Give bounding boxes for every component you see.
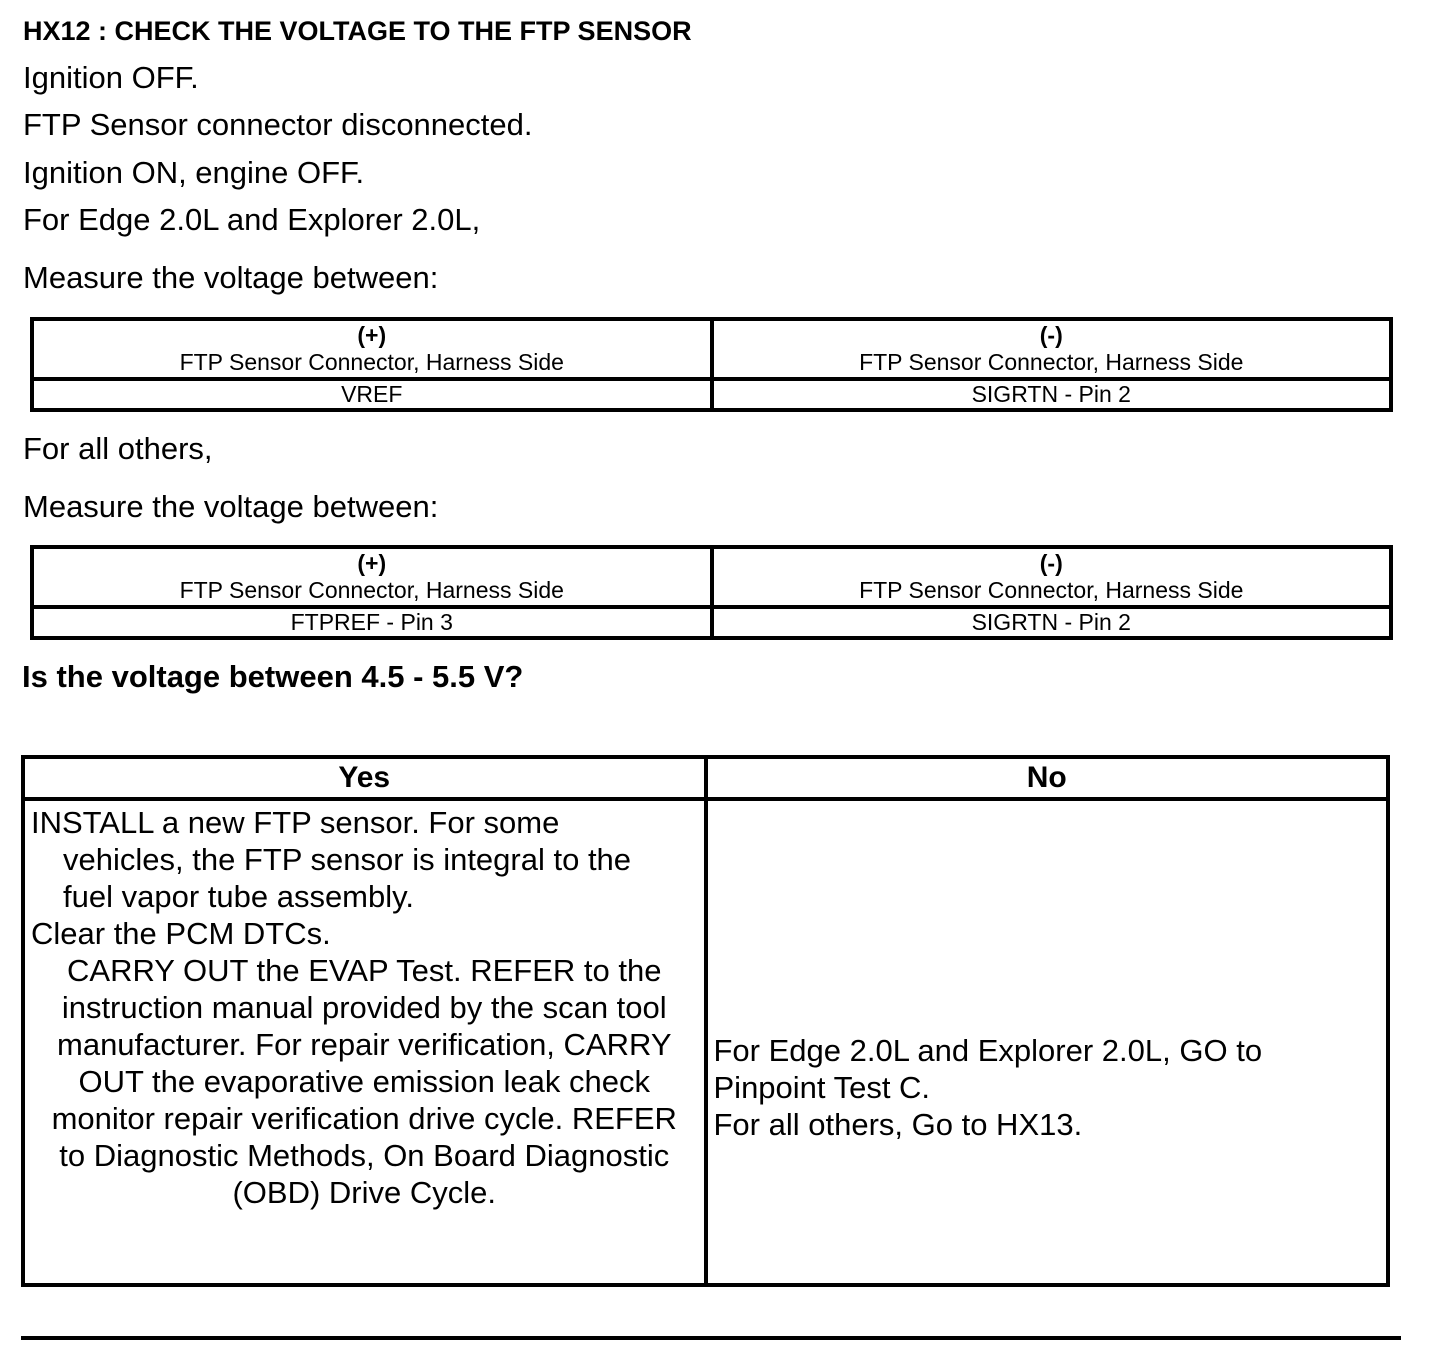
- others-measure: Measure the voltage between:: [23, 489, 439, 524]
- no-line-2: Pinpoint Test C.: [713, 1069, 931, 1105]
- voltage-question: Is the voltage between 4.5 - 5.5 V?: [22, 659, 524, 694]
- others-intro: For all others,: [23, 431, 213, 466]
- yes-line-4: Clear the PCM DTCs.: [31, 916, 331, 951]
- step-ignition-off: Ignition OFF.: [23, 60, 199, 95]
- yes-line-7: manufacturer. For repair verification, CARRY: [57, 1027, 672, 1062]
- plus-header-cell: [32, 319, 712, 379]
- step-measure: Measure the voltage between:: [23, 260, 439, 295]
- measurement-table-edge: [30, 317, 1393, 412]
- yes-line-2: vehicles, the FTP sensor is integral to the: [63, 842, 632, 877]
- yes-line-11: (OBD) Drive Cycle.: [232, 1175, 496, 1210]
- result-table: [21, 755, 1390, 1287]
- plus-value: VREF: [32, 379, 712, 410]
- yes-header: Yes: [23, 757, 706, 799]
- plus-value: FTPREF - Pin 3: [32, 607, 712, 638]
- step-connector-disconnected: FTP Sensor connector disconnected.: [23, 107, 533, 142]
- measurement-table-others: [30, 545, 1393, 640]
- yes-line-3: fuel vapor tube assembly.: [63, 879, 414, 914]
- no-line-3: For all others, Go to HX13.: [713, 1106, 1083, 1142]
- yes-line-8: OUT the evaporative emission leak check: [78, 1064, 650, 1099]
- minus-value: SIGRTN - Pin 2: [712, 379, 1392, 410]
- yes-line-1: INSTALL a new FTP sensor. For some: [31, 805, 560, 840]
- step-ignition-on: Ignition ON, engine OFF.: [23, 155, 365, 190]
- yes-line-6: instruction manual provided by the scan tool: [61, 990, 667, 1025]
- no-header: No: [706, 757, 1389, 799]
- step-edge-explorer: For Edge 2.0L and Explorer 2.0L,: [23, 202, 481, 237]
- minus-label: FTP Sensor Connector, Harness Side: [859, 577, 1244, 603]
- minus-value: SIGRTN - Pin 2: [712, 607, 1392, 638]
- minus-header-cell: [712, 547, 1392, 607]
- plus-header-cell: [32, 547, 712, 607]
- minus-sign: (-): [1039, 322, 1063, 348]
- no-line-1: For Edge 2.0L and Explorer 2.0L, GO to: [713, 1032, 1263, 1068]
- plus-label: FTP Sensor Connector, Harness Side: [179, 577, 564, 603]
- yes-cell: [23, 799, 706, 1285]
- yes-line-5: CARRY OUT the EVAP Test. REFER to the: [67, 953, 662, 988]
- yes-line-9: monitor repair verification drive cycle. REFER: [51, 1101, 677, 1136]
- no-cell: [706, 799, 1389, 1285]
- yes-line-10: to Diagnostic Methods, On Board Diagnostic: [59, 1138, 670, 1173]
- plus-sign: (+): [357, 322, 387, 348]
- plus-label: FTP Sensor Connector, Harness Side: [179, 349, 564, 375]
- bottom-divider: [21, 1336, 1401, 1340]
- minus-sign: (-): [1039, 550, 1063, 576]
- minus-header-cell: [712, 319, 1392, 379]
- minus-label: FTP Sensor Connector, Harness Side: [859, 349, 1244, 375]
- page-title: HX12 : CHECK THE VOLTAGE TO THE FTP SENSOR: [23, 16, 692, 46]
- plus-sign: (+): [357, 550, 387, 576]
